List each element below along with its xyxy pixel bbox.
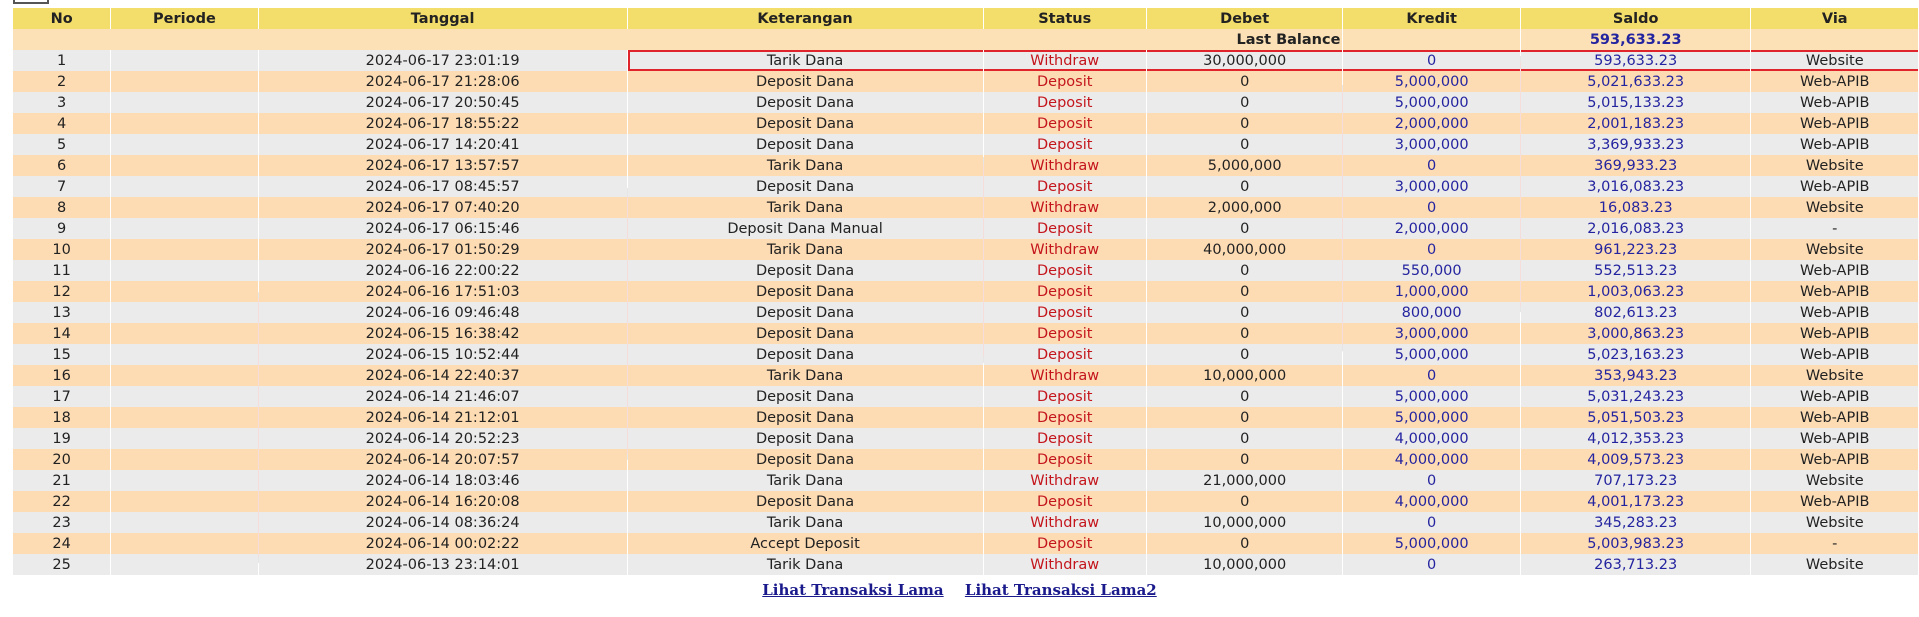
table-row bbox=[13, 92, 1918, 113]
cell-via: Website bbox=[1751, 50, 1918, 71]
table-row bbox=[13, 239, 1918, 260]
cell-tanggal: 2024-06-14 20:07:57 bbox=[259, 449, 627, 470]
cell-via: Web-APIB bbox=[1751, 176, 1918, 197]
table-row bbox=[13, 512, 1918, 533]
cell-periode bbox=[111, 113, 257, 134]
cell-periode bbox=[111, 218, 257, 239]
cell-via: Web-APIB bbox=[1751, 491, 1918, 512]
table-row bbox=[13, 197, 1918, 218]
cell-no: 11 bbox=[13, 260, 110, 281]
table-row bbox=[13, 134, 1918, 155]
cell-keterangan: Tarik Dana bbox=[628, 365, 983, 386]
cell-kredit: 2,000,000 bbox=[1343, 218, 1519, 239]
cell-tanggal: 2024-06-17 21:28:06 bbox=[259, 71, 627, 92]
cell-debet: 30,000,000 bbox=[1147, 50, 1343, 71]
cell-tanggal: 2024-06-16 22:00:22 bbox=[259, 260, 627, 281]
table-row bbox=[13, 428, 1918, 449]
cell-tanggal: 2024-06-14 21:12:01 bbox=[259, 407, 627, 428]
header-keterangan[interactable]: Keterangan bbox=[628, 8, 983, 29]
cell-status: Withdraw bbox=[984, 554, 1146, 575]
cell-periode bbox=[111, 386, 257, 407]
cell-saldo: 5,023,163.23 bbox=[1521, 344, 1751, 365]
header-via[interactable]: Via bbox=[1751, 8, 1918, 29]
cell-saldo: 5,021,633.23 bbox=[1521, 71, 1751, 92]
cell-keterangan: Deposit Dana bbox=[628, 428, 983, 449]
cell-keterangan: Deposit Dana bbox=[628, 113, 983, 134]
cell-kredit: 550,000 bbox=[1343, 260, 1519, 281]
cell-tanggal: 2024-06-14 08:36:24 bbox=[259, 512, 627, 533]
cell-saldo: 369,933.23 bbox=[1521, 155, 1751, 176]
cell-via: Web-APIB bbox=[1751, 92, 1918, 113]
cell-no: 19 bbox=[13, 428, 110, 449]
cell-via: - bbox=[1751, 218, 1918, 239]
cell-kredit: 0 bbox=[1343, 155, 1519, 176]
table-row bbox=[13, 449, 1918, 470]
cell-no: 12 bbox=[13, 281, 110, 302]
cell-status: Deposit bbox=[984, 92, 1146, 113]
cell-periode bbox=[111, 365, 257, 386]
cell-kredit: 0 bbox=[1343, 512, 1519, 533]
pagination-links bbox=[0, 581, 1919, 599]
table-row bbox=[13, 407, 1918, 428]
cell-keterangan: Tarik Dana bbox=[628, 470, 983, 491]
cell-tanggal: 2024-06-17 14:20:41 bbox=[259, 134, 627, 155]
cell-periode bbox=[111, 407, 257, 428]
cell-tanggal: 2024-06-14 16:20:08 bbox=[259, 491, 627, 512]
cell-via: Web-APIB bbox=[1751, 260, 1918, 281]
cell-no: 8 bbox=[13, 197, 110, 218]
cell-via: Website bbox=[1751, 554, 1918, 575]
table-row bbox=[13, 344, 1918, 365]
cell-status: Deposit bbox=[984, 71, 1146, 92]
cell-status: Deposit bbox=[984, 113, 1146, 134]
cell-tanggal: 2024-06-17 13:57:57 bbox=[259, 155, 627, 176]
cell-tanggal: 2024-06-17 08:45:57 bbox=[259, 176, 627, 197]
cell-kredit: 800,000 bbox=[1343, 302, 1519, 323]
cell-debet: 40,000,000 bbox=[1147, 239, 1343, 260]
cell-no: 6 bbox=[13, 155, 110, 176]
cell-no: 23 bbox=[13, 512, 110, 533]
cell-tanggal: 2024-06-14 21:46:07 bbox=[259, 386, 627, 407]
last-balance-value: 593,633.23 bbox=[1521, 29, 1751, 50]
cell-no: 10 bbox=[13, 239, 110, 260]
cell-status: Deposit bbox=[984, 386, 1146, 407]
table-row bbox=[13, 302, 1918, 323]
cell-debet: 0 bbox=[1147, 281, 1343, 302]
cell-status: Deposit bbox=[984, 281, 1146, 302]
cell-periode bbox=[111, 344, 257, 365]
cell-status: Withdraw bbox=[984, 365, 1146, 386]
cell-debet: 0 bbox=[1147, 176, 1343, 197]
table-row bbox=[13, 470, 1918, 491]
cell-periode bbox=[111, 50, 257, 71]
cell-saldo: 345,283.23 bbox=[1521, 512, 1751, 533]
cell-no: 2 bbox=[13, 71, 110, 92]
table-row bbox=[13, 71, 1918, 92]
cell-saldo: 1,003,063.23 bbox=[1521, 281, 1751, 302]
cell-debet: 21,000,000 bbox=[1147, 470, 1343, 491]
table-header-row bbox=[13, 8, 1918, 29]
cell-periode bbox=[111, 512, 257, 533]
cell-tanggal: 2024-06-17 18:55:22 bbox=[259, 113, 627, 134]
cell-debet: 0 bbox=[1147, 386, 1343, 407]
cell-keterangan: Tarik Dana bbox=[628, 50, 983, 71]
cell-kredit: 3,000,000 bbox=[1343, 176, 1519, 197]
table-row bbox=[13, 281, 1918, 302]
cell-saldo: 16,083.23 bbox=[1521, 197, 1751, 218]
cell-kredit: 4,000,000 bbox=[1343, 449, 1519, 470]
cell-saldo: 353,943.23 bbox=[1521, 365, 1751, 386]
cell-saldo: 593,633.23 bbox=[1521, 50, 1751, 71]
cell-debet: 10,000,000 bbox=[1147, 365, 1343, 386]
cell-no: 24 bbox=[13, 533, 110, 554]
cell-keterangan: Deposit Dana bbox=[628, 281, 983, 302]
cell-tanggal: 2024-06-17 23:01:19 bbox=[259, 50, 627, 71]
cell-debet: 0 bbox=[1147, 407, 1343, 428]
cell-kredit: 5,000,000 bbox=[1343, 533, 1519, 554]
cell-no: 13 bbox=[13, 302, 110, 323]
cell-kredit: 4,000,000 bbox=[1343, 428, 1519, 449]
cell-periode bbox=[111, 92, 257, 113]
table-row bbox=[13, 50, 1918, 71]
cell-periode bbox=[111, 176, 257, 197]
cell-tanggal: 2024-06-17 07:40:20 bbox=[259, 197, 627, 218]
cell-status: Deposit bbox=[984, 428, 1146, 449]
cell-status: Deposit bbox=[984, 218, 1146, 239]
cell-debet: 0 bbox=[1147, 491, 1343, 512]
header-status[interactable]: Status bbox=[984, 8, 1146, 29]
cell-periode bbox=[111, 281, 257, 302]
cell-saldo: 707,173.23 bbox=[1521, 470, 1751, 491]
cell-tanggal: 2024-06-15 10:52:44 bbox=[259, 344, 627, 365]
cell-status: Deposit bbox=[984, 260, 1146, 281]
cell-kredit: 5,000,000 bbox=[1343, 71, 1519, 92]
cell-saldo: 5,031,243.23 bbox=[1521, 386, 1751, 407]
table-row bbox=[13, 386, 1918, 407]
cell-via: Web-APIB bbox=[1751, 323, 1918, 344]
cell-keterangan: Tarik Dana bbox=[628, 155, 983, 176]
cell-no: 22 bbox=[13, 491, 110, 512]
cell-periode bbox=[111, 197, 257, 218]
cell-tanggal: 2024-06-17 06:15:46 bbox=[259, 218, 627, 239]
cell-periode bbox=[111, 323, 257, 344]
cell-status: Deposit bbox=[984, 344, 1146, 365]
cell-debet: 0 bbox=[1147, 92, 1343, 113]
cell-status: Withdraw bbox=[984, 50, 1146, 71]
cell-status: Deposit bbox=[984, 449, 1146, 470]
cell-saldo: 3,000,863.23 bbox=[1521, 323, 1751, 344]
cell-saldo: 5,015,133.23 bbox=[1521, 92, 1751, 113]
header-saldo[interactable]: Saldo bbox=[1521, 8, 1751, 29]
cell-periode bbox=[111, 491, 257, 512]
cell-periode bbox=[111, 302, 257, 323]
cell-via: Web-APIB bbox=[1751, 302, 1918, 323]
cell-no: 18 bbox=[13, 407, 110, 428]
cell-tanggal: 2024-06-13 23:14:01 bbox=[259, 554, 627, 575]
cell-saldo: 2,016,083.23 bbox=[1521, 218, 1751, 239]
cell-keterangan: Tarik Dana bbox=[628, 197, 983, 218]
cell-keterangan: Accept Deposit bbox=[628, 533, 983, 554]
cell-kredit: 0 bbox=[1343, 470, 1519, 491]
cell-debet: 0 bbox=[1147, 260, 1343, 281]
cell-debet: 0 bbox=[1147, 533, 1343, 554]
cell-periode bbox=[111, 260, 257, 281]
cell-no: 20 bbox=[13, 449, 110, 470]
cell-status: Deposit bbox=[984, 491, 1146, 512]
cell-kredit: 0 bbox=[1343, 239, 1519, 260]
cell-status: Deposit bbox=[984, 134, 1146, 155]
cell-status: Withdraw bbox=[984, 512, 1146, 533]
cell-tanggal: 2024-06-14 22:40:37 bbox=[259, 365, 627, 386]
cell-periode bbox=[111, 554, 257, 575]
cell-tanggal: 2024-06-16 17:51:03 bbox=[259, 281, 627, 302]
cell-debet: 10,000,000 bbox=[1147, 512, 1343, 533]
cell-saldo: 961,223.23 bbox=[1521, 239, 1751, 260]
cell-status: Withdraw bbox=[984, 197, 1146, 218]
cell-status: Deposit bbox=[984, 533, 1146, 554]
cell-tanggal: 2024-06-17 20:50:45 bbox=[259, 92, 627, 113]
cell-debet: 0 bbox=[1147, 134, 1343, 155]
cell-via: Website bbox=[1751, 239, 1918, 260]
cell-kredit: 5,000,000 bbox=[1343, 386, 1519, 407]
cell-kredit: 0 bbox=[1343, 554, 1519, 575]
cell-status: Deposit bbox=[984, 407, 1146, 428]
cell-keterangan: Deposit Dana bbox=[628, 491, 983, 512]
cell-keterangan: Deposit Dana bbox=[628, 134, 983, 155]
cell-keterangan: Deposit Dana bbox=[628, 323, 983, 344]
cell-via: Web-APIB bbox=[1751, 386, 1918, 407]
cell-debet: 5,000,000 bbox=[1147, 155, 1343, 176]
table-row bbox=[13, 176, 1918, 197]
cell-tanggal: 2024-06-17 01:50:29 bbox=[259, 239, 627, 260]
cell-keterangan: Deposit Dana bbox=[628, 71, 983, 92]
cell-tanggal: 2024-06-14 20:52:23 bbox=[259, 428, 627, 449]
cell-keterangan: Deposit Dana bbox=[628, 260, 983, 281]
cell-no: 17 bbox=[13, 386, 110, 407]
cell-saldo: 5,003,983.23 bbox=[1521, 533, 1751, 554]
cell-via: Web-APIB bbox=[1751, 134, 1918, 155]
cell-keterangan: Deposit Dana bbox=[628, 302, 983, 323]
cell-via: Web-APIB bbox=[1751, 71, 1918, 92]
cell-via: Website bbox=[1751, 365, 1918, 386]
cell-tanggal: 2024-06-15 16:38:42 bbox=[259, 323, 627, 344]
header-periode[interactable]: Periode bbox=[111, 8, 257, 29]
cell-saldo: 4,001,173.23 bbox=[1521, 491, 1751, 512]
cell-saldo: 263,713.23 bbox=[1521, 554, 1751, 575]
cell-kredit: 2,000,000 bbox=[1343, 113, 1519, 134]
cell-kredit: 0 bbox=[1343, 365, 1519, 386]
cell-no: 25 bbox=[13, 554, 110, 575]
cell-keterangan: Deposit Dana Manual bbox=[628, 218, 983, 239]
table-row bbox=[13, 491, 1918, 512]
cell-saldo: 3,016,083.23 bbox=[1521, 176, 1751, 197]
cell-keterangan: Deposit Dana bbox=[628, 176, 983, 197]
cell-saldo: 4,012,353.23 bbox=[1521, 428, 1751, 449]
cell-via: - bbox=[1751, 533, 1918, 554]
table-row bbox=[13, 113, 1918, 134]
table-row bbox=[13, 323, 1918, 344]
header-tanggal[interactable]: Tanggal bbox=[259, 8, 627, 29]
cell-via: Website bbox=[1751, 512, 1918, 533]
cell-saldo: 552,513.23 bbox=[1521, 260, 1751, 281]
cell-kredit: 0 bbox=[1343, 50, 1519, 71]
cell-kredit: 5,000,000 bbox=[1343, 407, 1519, 428]
cell-via: Website bbox=[1751, 197, 1918, 218]
cell-no: 3 bbox=[13, 92, 110, 113]
cell-no: 21 bbox=[13, 470, 110, 491]
table-row bbox=[13, 260, 1918, 281]
cell-kredit: 3,000,000 bbox=[1343, 134, 1519, 155]
cell-keterangan: Tarik Dana bbox=[628, 239, 983, 260]
cell-debet: 0 bbox=[1147, 449, 1343, 470]
cell-periode bbox=[111, 239, 257, 260]
cell-saldo: 5,051,503.23 bbox=[1521, 407, 1751, 428]
cell-via: Web-APIB bbox=[1751, 113, 1918, 134]
last-balance-row bbox=[13, 29, 1918, 50]
cell-no: 14 bbox=[13, 323, 110, 344]
cell-via: Web-APIB bbox=[1751, 449, 1918, 470]
cell-kredit: 4,000,000 bbox=[1343, 491, 1519, 512]
cell-keterangan: Deposit Dana bbox=[628, 407, 983, 428]
cell-periode bbox=[111, 71, 257, 92]
cell-debet: 0 bbox=[1147, 428, 1343, 449]
cell-debet: 0 bbox=[1147, 302, 1343, 323]
cell-keterangan: Deposit Dana bbox=[628, 344, 983, 365]
cell-status: Withdraw bbox=[984, 239, 1146, 260]
cell-via: Website bbox=[1751, 470, 1918, 491]
cell-tanggal: 2024-06-14 18:03:46 bbox=[259, 470, 627, 491]
cell-no: 9 bbox=[13, 218, 110, 239]
cell-debet: 10,000,000 bbox=[1147, 554, 1343, 575]
cell-kredit: 5,000,000 bbox=[1343, 92, 1519, 113]
cell-tanggal: 2024-06-16 09:46:48 bbox=[259, 302, 627, 323]
cell-no: 5 bbox=[13, 134, 110, 155]
cell-periode bbox=[111, 449, 257, 470]
cell-saldo: 2,001,183.23 bbox=[1521, 113, 1751, 134]
cell-no: 7 bbox=[13, 176, 110, 197]
cell-kredit: 3,000,000 bbox=[1343, 323, 1519, 344]
cell-no: 16 bbox=[13, 365, 110, 386]
cell-periode bbox=[111, 134, 257, 155]
last-balance-label: Last Balance bbox=[13, 29, 1342, 50]
last-balance-spacer bbox=[1751, 29, 1918, 50]
cell-kredit: 0 bbox=[1343, 197, 1519, 218]
cell-debet: 0 bbox=[1147, 71, 1343, 92]
cell-debet: 2,000,000 bbox=[1147, 197, 1343, 218]
cell-periode bbox=[111, 155, 257, 176]
old-transactions-2-link[interactable]: Lihat Transaksi Lama2 bbox=[964, 581, 1157, 599]
cell-periode bbox=[111, 428, 257, 449]
cell-periode bbox=[111, 533, 257, 554]
cell-via: Website bbox=[1751, 155, 1918, 176]
transaction-table bbox=[12, 8, 1919, 575]
cell-kredit: 5,000,000 bbox=[1343, 344, 1519, 365]
cell-no: 4 bbox=[13, 113, 110, 134]
scroll-edge-control[interactable] bbox=[13, 0, 49, 4]
cell-status: Deposit bbox=[984, 323, 1146, 344]
cell-kredit: 1,000,000 bbox=[1343, 281, 1519, 302]
table-row bbox=[13, 554, 1918, 575]
cell-no: 15 bbox=[13, 344, 110, 365]
cell-debet: 0 bbox=[1147, 323, 1343, 344]
cell-via: Web-APIB bbox=[1751, 281, 1918, 302]
cell-debet: 0 bbox=[1147, 344, 1343, 365]
cell-tanggal: 2024-06-14 00:02:22 bbox=[259, 533, 627, 554]
cell-via: Web-APIB bbox=[1751, 428, 1918, 449]
cell-debet: 0 bbox=[1147, 218, 1343, 239]
table-row bbox=[13, 218, 1918, 239]
cell-status: Deposit bbox=[984, 176, 1146, 197]
cell-keterangan: Tarik Dana bbox=[628, 512, 983, 533]
cell-keterangan: Deposit Dana bbox=[628, 386, 983, 407]
cell-status: Deposit bbox=[984, 302, 1146, 323]
cell-no: 1 bbox=[13, 50, 110, 71]
header-kredit[interactable]: Kredit bbox=[1343, 8, 1519, 29]
cell-keterangan: Deposit Dana bbox=[628, 449, 983, 470]
cell-status: Withdraw bbox=[984, 470, 1146, 491]
cell-via: Web-APIB bbox=[1751, 407, 1918, 428]
cell-status: Withdraw bbox=[984, 155, 1146, 176]
cell-saldo: 3,369,933.23 bbox=[1521, 134, 1751, 155]
table-row bbox=[13, 155, 1918, 176]
cell-via: Web-APIB bbox=[1751, 344, 1918, 365]
cell-debet: 0 bbox=[1147, 113, 1343, 134]
cell-saldo: 4,009,573.23 bbox=[1521, 449, 1751, 470]
header-debet[interactable]: Debet bbox=[1147, 8, 1343, 29]
last-balance-spacer bbox=[1343, 29, 1519, 50]
table-row bbox=[13, 533, 1918, 554]
cell-periode bbox=[111, 470, 257, 491]
old-transactions-link[interactable]: Lihat Transaksi Lama bbox=[762, 581, 944, 599]
cell-keterangan: Tarik Dana bbox=[628, 554, 983, 575]
table-row bbox=[13, 365, 1918, 386]
header-no[interactable]: No bbox=[13, 8, 110, 29]
cell-saldo: 802,613.23 bbox=[1521, 302, 1751, 323]
cell-keterangan: Deposit Dana bbox=[628, 92, 983, 113]
